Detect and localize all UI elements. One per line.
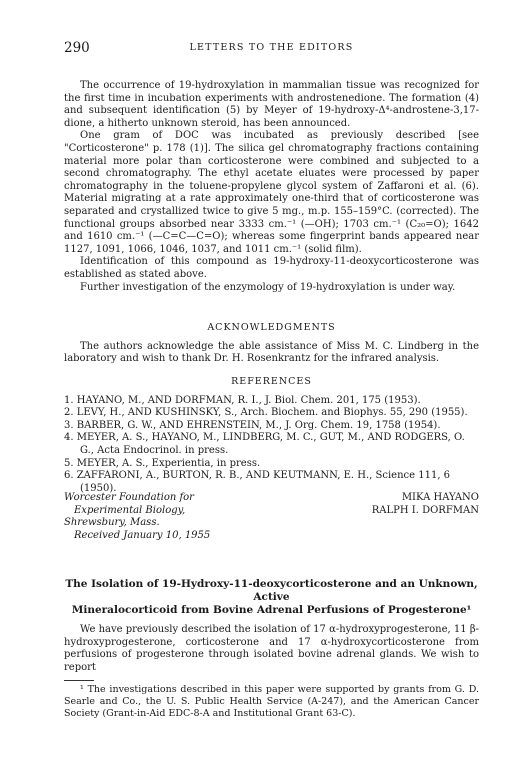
reference-item: 2. LEVY, H., AND KUSHINSKY, S., Arch. Biochem. and Biophys. 55, 290 (1955). (64, 407, 468, 419)
reference-item: 6. ZAFFARONI, A., BURTON, R. B., AND KEUTMANN, E. H., Science 111, 6 (1950). (64, 470, 451, 494)
acknowledgments-heading: ACKNOWLEDGMENTS (207, 322, 336, 333)
signature-block (64, 492, 479, 542)
author-1: MIKA HAYANO (401, 492, 479, 503)
footnote-text: ¹ The investigations described in this paper were supported by grants from G. D. Searle and Co., the U. S. Public Health Service (A-247), and the American Cancer Society (Grant-in-Aid EDC-8-A and Institutional Grant 63-C). (64, 684, 479, 719)
footnote-rule (64, 680, 94, 681)
body-paragraph-2: One gram of DOC was incubated as previously described [see "Corticosterone" p. 178 (1)]. The silica gel chromatography fractions containing material more polar than corticosterone were combined and subjected to a second chromatography. The ethyl acetate eluates were processed by paper chromatography in the toluene-propylene glycol system of Zaffaroni et al. (6). Material migrating at a rate approximately one-third that of corticosterone was separated and crystallized twice to give 5 mg., m.p. 155–159°C. (corrected). The functional groups absorbed near 3333 cm.⁻¹ (—OH); 1703 cm.⁻¹ (C₂₀=O); 1642 and 1610 cm.⁻¹ (—C=C—C=O); whereas some fingerprint bands appeared near 1127, 1091, 1066, 1046, 1037, and 1011 cm.⁻¹ (solid film). (64, 130, 479, 255)
reference-item: 1. HAYANO, M., AND DORFMAN, R. I., J. Biol. Chem. 201, 175 (1953). (64, 394, 421, 406)
page-number: 290 (64, 40, 90, 56)
page-header (64, 40, 479, 56)
article-title-line-2: Mineralocorticoid from Bovine Adrenal Perfusions of Progesterone¹ (71, 604, 472, 616)
letter-body (64, 80, 479, 294)
author-2: RALPH I. DORFMAN (371, 504, 479, 516)
article-paragraph-1: We have previously described the isolation of 17 α-hydroxyprogesterone, 11 β-hydroxyprogesterone, corticosterone and 17 α-hydroxycorticosterone from perfusions of progesterone through isolated bovine adrenal glands. We wish to report (64, 624, 479, 673)
received-date: Received January 10, 1955 (74, 529, 211, 541)
body-paragraph-3: Identification of this compound as 19-hydroxy-11-deoxycorticosterone was established as stated above. (64, 256, 479, 280)
reference-item: 3. BARBER, G. W., AND EHRENSTEIN, M., J. Org. Chem. 19, 1758 (1954). (64, 419, 441, 431)
body-paragraph-4: Further investigation of the enzymology of 19-hydroxylation is under way. (80, 281, 456, 293)
acknowledgments-section (64, 322, 479, 366)
next-article-title (64, 578, 479, 617)
institution-line-1: Worcester Foundation for (64, 492, 194, 503)
reference-item: 4. MEYER, A. S., HAYANO, M., LINDBERG, M. C., GUT, M., AND RODGERS, O. G., Acta Endocrinol. in press. (64, 432, 465, 456)
article-title-line-1: The Isolation of 19-Hydroxy-11-deoxycorticosterone and an Unknown, Active (65, 578, 478, 603)
running-head: LETTERS TO THE EDITORS (189, 42, 354, 53)
body-paragraph-1: The occurrence of 19-hydroxylation in mammalian tissue was recognized for the first time in incubation experiments with androstenedione. The formation (4) and subsequent identification (5) by Meyer of 19-hydroxy-Δ⁴-androstene-3,17-dione, a hitherto unknown steroid, has been announced. (64, 80, 479, 129)
footnote (64, 684, 479, 720)
location: Shrewsbury, Mass. (64, 517, 160, 529)
acknowledgments-text: The authors acknowledge the able assistance of Miss M. C. Lindberg in the laboratory and wish to thank Dr. H. Rosenkrantz for the infrared analysis. (64, 340, 479, 365)
references-section (64, 376, 479, 495)
references-heading: REFERENCES (231, 376, 312, 387)
references-list (64, 395, 479, 496)
next-article-body (64, 624, 479, 674)
reference-item: 5. MEYER, A. S., Experientia, in press. (64, 457, 261, 469)
institution-line-2: Experimental Biology, (74, 504, 186, 516)
